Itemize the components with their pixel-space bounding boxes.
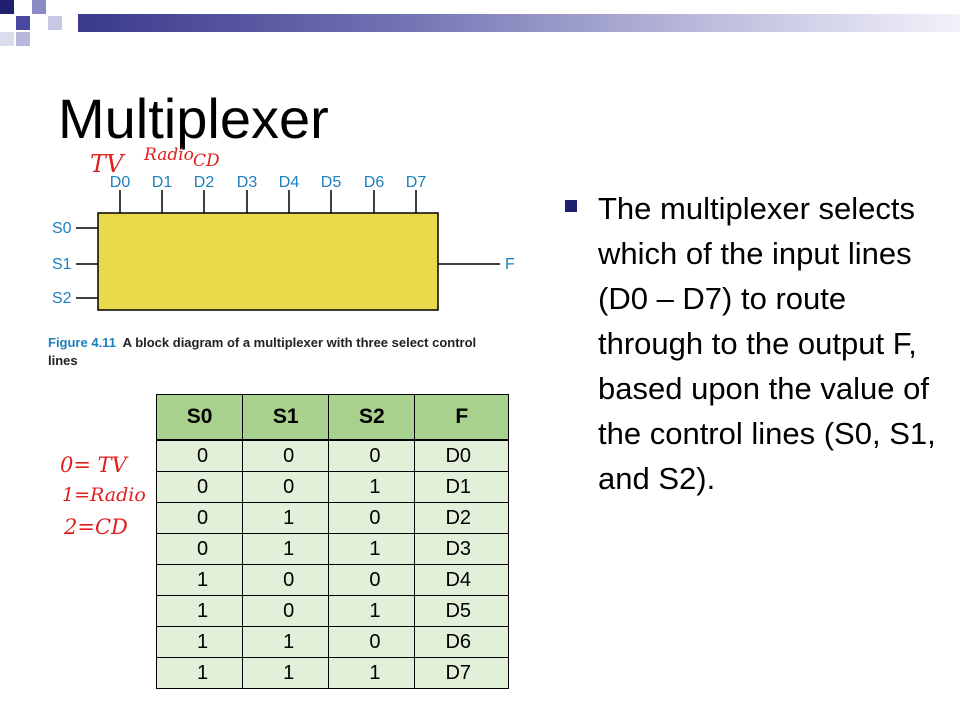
cell-s1: 0 [243,596,329,627]
cell-s1: 0 [243,440,329,472]
figure-caption-text: A block diagram of a multiplexer with three select control lines [48,335,477,368]
cell-f: D1 [415,472,509,503]
cell-s0: 1 [157,596,243,627]
select-label-s0: S0 [52,220,72,237]
input-label-d5: D5 [320,174,342,191]
cell-s1: 1 [243,534,329,565]
mux-block [98,213,438,310]
figure-caption [48,334,498,370]
slide-title: Multiplexer [58,87,329,150]
legend-line-tv: 0= TV [60,453,127,477]
truth-table [156,394,509,689]
legend-line-cd: 2=CD [64,515,128,539]
cell-f: D0 [415,440,509,472]
cell-s2: 1 [329,472,415,503]
cell-s2: 0 [329,565,415,596]
table-row [157,627,509,658]
cell-f: D4 [415,565,509,596]
truth-table-header-row [157,395,509,441]
cell-s0: 1 [157,627,243,658]
output-label-f: F [505,256,515,273]
input-label-d3: D3 [236,174,258,191]
table-row [157,503,509,534]
table-row [157,565,509,596]
cell-s1: 0 [243,565,329,596]
input-label-d1: D1 [151,174,173,191]
cell-s0: 0 [157,503,243,534]
cell-s0: 0 [157,440,243,472]
input-label-d7: D7 [405,174,427,191]
title-decoration-bar [78,14,960,32]
select-label-s1: S1 [52,256,72,273]
cell-s1: 1 [243,503,329,534]
cell-s0: 0 [157,534,243,565]
cell-s2: 1 [329,534,415,565]
cell-s2: 0 [329,503,415,534]
input-label-d6: D6 [363,174,385,191]
cell-f: D5 [415,596,509,627]
input-label-d4: D4 [278,174,300,191]
header-s1: S1 [243,395,329,441]
note-cd: CD [193,151,220,171]
cell-s1: 0 [243,472,329,503]
cell-s0: 1 [157,658,243,689]
cell-f: D6 [415,627,509,658]
header-s0: S0 [157,395,243,441]
corner-decoration [0,0,80,60]
table-row [157,534,509,565]
legend-line-radio: 1=Radio [62,484,146,506]
cell-f: D3 [415,534,509,565]
input-label-d2: D2 [193,174,215,191]
cell-s1: 1 [243,658,329,689]
cell-s0: 0 [157,472,243,503]
header-s2: S2 [329,395,415,441]
note-radio: Radio [144,145,194,165]
bullet-square-icon [565,200,577,212]
select-label-s2: S2 [52,290,72,307]
cell-s1: 1 [243,627,329,658]
figure-number: Figure 4.11 [48,335,116,350]
note-tv: TV [90,150,124,178]
cell-f: D7 [415,658,509,689]
bullet-text: The multiplexer selects which of the input lines (D0 – D7) to route through to the output F, based upon the value of the control lines (S0, S1, and S2). [598,191,936,496]
header-f: F [415,395,509,441]
table-row [157,596,509,627]
table-row [157,472,509,503]
cell-s2: 1 [329,658,415,689]
cell-s2: 0 [329,627,415,658]
cell-f: D2 [415,503,509,534]
cell-s2: 0 [329,440,415,472]
cell-s0: 1 [157,565,243,596]
bullet-point [565,186,940,501]
input-label-d0: D0 [109,174,131,191]
cell-s2: 1 [329,596,415,627]
table-row [157,440,509,472]
handwritten-legend [60,448,156,548]
table-row [157,658,509,689]
